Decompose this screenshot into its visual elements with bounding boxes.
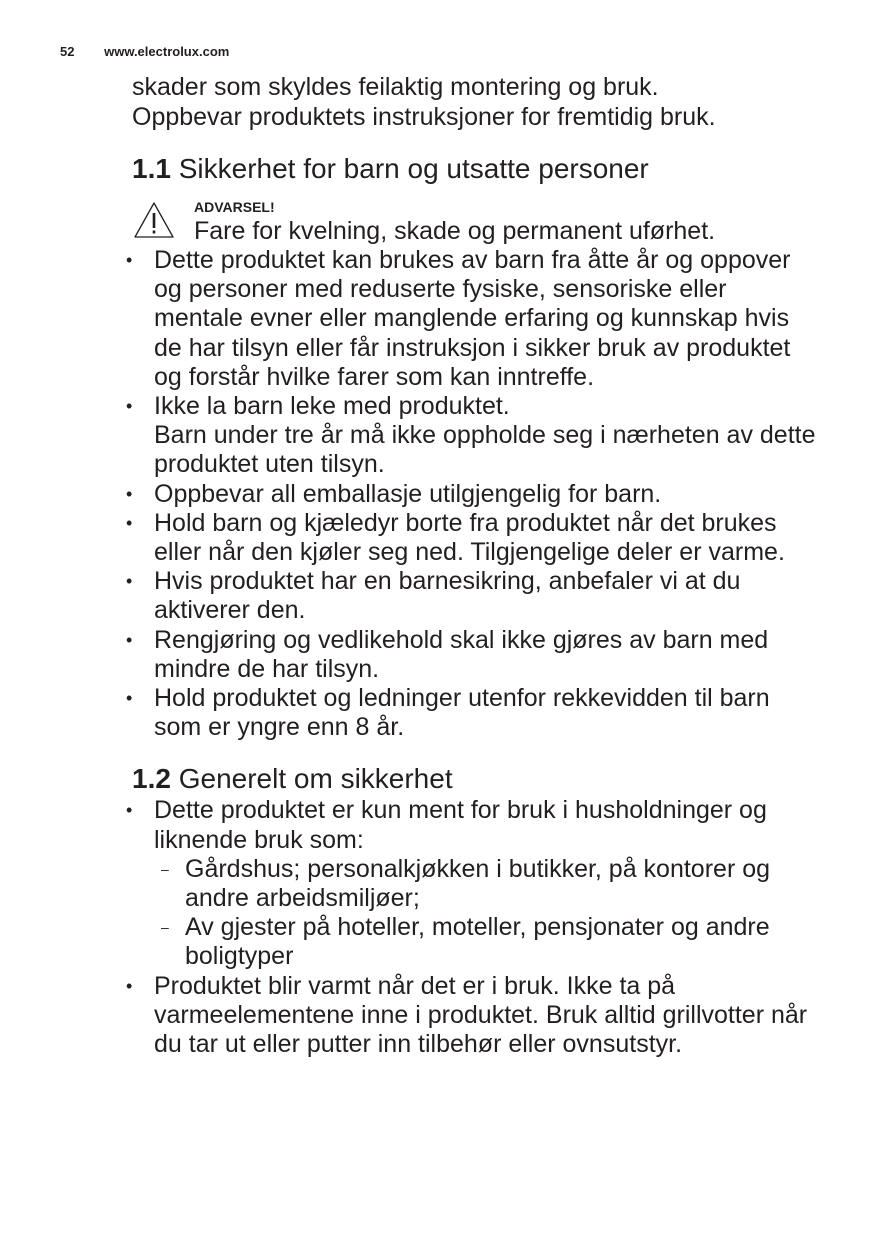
child-safety-list: [126, 246, 822, 742]
warning-label: ADVARSEL!: [194, 199, 275, 215]
section-title: Sikkerhet for barn og utsatte personer: [178, 153, 649, 184]
list-item-text: Dette produktet kan brukes av barn fra åtte år og oppover og personer med reduserte fysiske, sensoriske eller mentale evner eller manglende erfaring og kunnskap hvis de har tilsyn eller får instruksjon i sikker bruk av produktet og forstår hvilke farer som kan inntreffe.: [154, 246, 791, 391]
list-item-text: Hold barn og kjæledyr borte fra produktet når det brukes eller når den kjøler seg ned. Tilgjengelige deler er varme.: [154, 508, 785, 567]
list-item: [126, 479, 822, 509]
bullet-marker: •: [126, 800, 133, 821]
warning-text: Fare for kvelning, skade og permanent uførhet.: [194, 217, 716, 245]
section-heading-1-2: [132, 762, 822, 796]
page-content: [126, 72, 822, 1059]
list-item-text: Dette produktet er kun ment for bruk i husholdninger og liknende bruk som:: [154, 796, 767, 854]
list-item: [126, 684, 822, 742]
intro-line: Oppbevar produktets instruksjoner for fremtidig bruk.: [132, 103, 716, 131]
sub-list-item-text: Av gjester på hoteller, moteller, pensjonater og andre boligtyper: [185, 913, 770, 971]
website-link[interactable]: www.electrolux.com: [104, 44, 230, 59]
sub-list-item-text: Gårdshus; personalkjøkken i butikker, på kontorer og andre arbeidsmiljøer;: [185, 854, 771, 913]
list-item-text: Hvis produktet har en barnesikring, anbefaler vi at du aktiverer den.: [154, 567, 741, 625]
list-item-continuation: Barn under tre år må ikke oppholde seg i nærheten av dette produktet uten tilsyn.: [154, 421, 816, 479]
bullet-marker: •: [126, 629, 133, 650]
list-item: [126, 971, 822, 1060]
list-item: [126, 567, 822, 625]
section-title: Generelt om sikkerhet: [178, 763, 453, 795]
sub-list-item: [154, 913, 822, 971]
list-item: [126, 625, 822, 684]
bullet-marker: •: [126, 975, 133, 996]
warning-triangle-icon: [132, 200, 176, 240]
intro-line: skader som skyldes feilaktig montering og bruk.: [132, 73, 659, 101]
warning-box: [132, 198, 822, 246]
list-item: [126, 392, 822, 480]
sub-list-item: [154, 855, 822, 913]
dash-marker: –: [161, 919, 169, 936]
list-item: [126, 246, 822, 392]
bullet-marker: •: [126, 483, 133, 504]
dash-marker: –: [161, 860, 169, 877]
sub-list: [154, 855, 822, 972]
list-item: [126, 796, 822, 971]
section-number: 1.2: [132, 763, 171, 795]
list-item: [126, 508, 822, 567]
list-item-text: Rengjøring og vedlikehold skal ikke gjøres av barn med mindre de har tilsyn.: [154, 625, 769, 683]
bullet-marker: •: [126, 512, 133, 533]
page-header: [60, 44, 229, 59]
list-item-text: Produktet blir varmt når det er i bruk. Ikke ta på varmeelementene inne i produktet. Bruk alltid grillvotter når du tar ut eller putter inn tilbehør eller ovnsutstyr.: [154, 971, 808, 1059]
page-number: 52: [60, 44, 75, 59]
general-safety-list: [126, 796, 822, 1059]
list-item-text: Hold produktet og ledninger utenfor rekkevidden til barn som er yngre enn 8 år.: [154, 684, 770, 742]
bullet-marker: •: [126, 571, 133, 592]
section-heading-1-1: [132, 152, 822, 186]
bullet-marker: •: [126, 396, 133, 417]
list-item-text: Ikke la barn leke med produktet.: [154, 392, 510, 421]
intro-paragraph: [132, 72, 822, 132]
bullet-marker: •: [126, 250, 133, 270]
list-item-text: Oppbevar all emballasje utilgjengelig for barn.: [154, 479, 662, 508]
section-number: 1.1: [132, 153, 171, 184]
bullet-marker: •: [126, 688, 133, 709]
